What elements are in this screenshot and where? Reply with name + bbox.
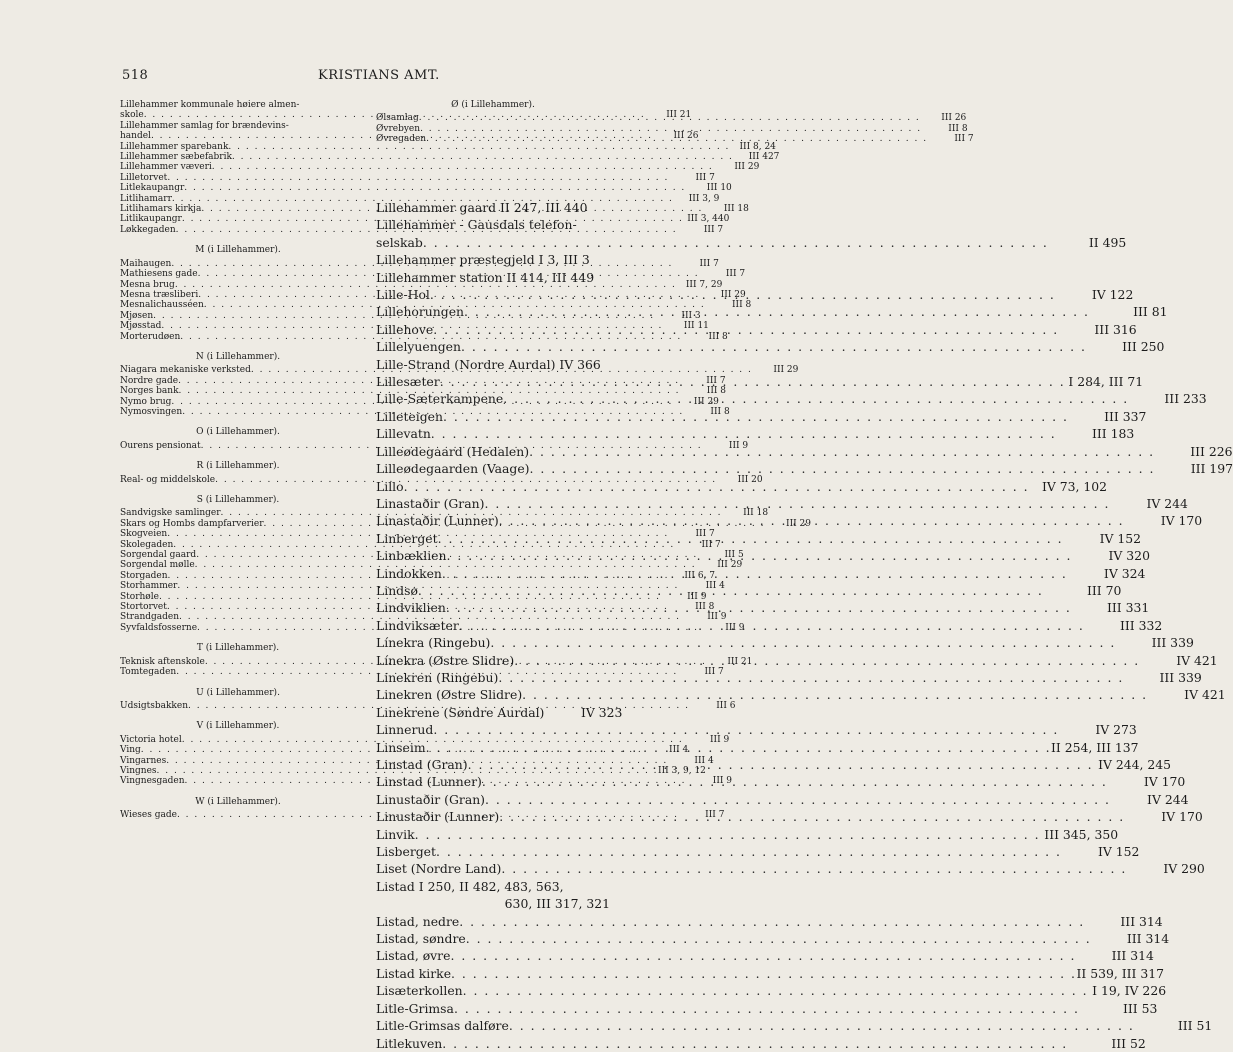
entry-reference: III 26 (941, 113, 967, 124)
entry-name: Lille-Hol (376, 287, 430, 303)
leader-dots (423, 234, 1048, 251)
entry-reference: II 539, III 317 (1076, 965, 1165, 981)
entry-name: Lindsø (376, 582, 418, 598)
leader-dots (415, 826, 1040, 843)
entry-name: Litlihamars kirkja (120, 204, 202, 215)
entry-name: Skogveien (120, 529, 168, 540)
index-entry (120, 365, 799, 376)
leader-dots (419, 113, 921, 123)
section-heading: Ø (i Lillehammer). (451, 100, 535, 110)
index-entry (120, 560, 743, 571)
index-entry (120, 474, 763, 485)
index-entry (376, 123, 968, 134)
entry-name: Liset (Nordre Land) (376, 861, 502, 877)
leader-dots (442, 1035, 1067, 1052)
entry-reference: IV 273 (1095, 722, 1137, 738)
entry-reference: III 316 (1094, 321, 1137, 337)
entry-name: Nymosvingen (120, 406, 183, 417)
leader-dots (184, 183, 686, 193)
leader-dots (529, 440, 1154, 460)
entry-name: Stortorvet (120, 602, 167, 613)
entry-reference: III 183 (1091, 426, 1135, 442)
index-entry (120, 141, 776, 152)
leader-dots (450, 947, 1075, 964)
entry-reference: III 7 (704, 667, 724, 678)
entry-reference: IV 244 (1147, 791, 1189, 807)
leader-dots (514, 652, 1139, 669)
entry-name: Syvfaldsfosserne (120, 622, 198, 633)
index-entry (376, 930, 1170, 947)
entry-reference: III 52 (1111, 1035, 1146, 1051)
entry-name: Linvik (376, 826, 415, 842)
entry-reference: IV 152 (1098, 844, 1140, 860)
entry-reference: III 7 (699, 258, 719, 269)
index-entry (120, 734, 730, 745)
entry-line: Lillehammer samlag for brændevins- (120, 120, 289, 131)
entry-name: Nordre gade (120, 375, 179, 386)
entry-name: Litle-Grimsas dalføre (376, 1018, 509, 1034)
entry-reference: III 4 (669, 745, 689, 756)
entry-name: Wieses gade (120, 810, 177, 821)
entry-reference: III 8 (948, 123, 968, 134)
entry-reference: III 314 (1111, 948, 1154, 964)
entry-reference: III 3, 440 (687, 214, 730, 225)
leader-dots (485, 791, 1110, 808)
entry-name: Lillo (376, 478, 404, 494)
index-entry (376, 634, 1194, 651)
leader-dots (426, 739, 1051, 756)
index-entry (376, 234, 1127, 251)
entry-name: Lillehove (376, 321, 434, 337)
entry-name: Linastaðir (Gran) (376, 495, 485, 511)
leader-dots (459, 617, 1084, 634)
entry-name: Litlikaupangr (120, 214, 182, 225)
entry-reference: III 7 (695, 172, 715, 183)
index-entry (376, 913, 1163, 930)
leader-dots (522, 686, 1147, 703)
index-entry (120, 386, 727, 397)
index-entry: Lillehammer gaard II 247, III 440 (376, 200, 588, 215)
leader-dots (501, 860, 1126, 877)
leader-dots (466, 930, 1091, 947)
index-entry (120, 279, 723, 290)
entry-reference: III 29 (720, 289, 746, 300)
leader-dots (484, 495, 1109, 512)
leader-dots (436, 843, 1061, 860)
entry-reference: III 7 (954, 134, 974, 145)
entry-reference: III 18 (723, 204, 749, 215)
entry-reference: IV 73, 102 (1041, 478, 1108, 494)
index-entry (120, 539, 721, 550)
entry-name: Lindviksæter (376, 617, 459, 633)
leader-dots (404, 478, 1029, 495)
entry-name: Mesna træsliberi (120, 289, 199, 300)
index-entry (376, 1035, 1146, 1052)
entry-name: Sorgendal mølle (120, 560, 195, 571)
entry-reference: III 6 (716, 700, 736, 711)
entry-reference: III 20 (737, 474, 763, 485)
entry-reference: III 29 (786, 518, 811, 529)
entry-name: Løkkegaden (120, 224, 176, 235)
entry-name: Linustaðir (Lunner) (376, 809, 500, 825)
entry-reference: III 3 (681, 310, 701, 321)
entry-name: Linbæklien (376, 548, 447, 564)
entry-name: Mjøsen (120, 310, 154, 321)
index-entry (376, 843, 1140, 860)
entry-line: Listad I 250, II 482, 483, 563, (376, 878, 564, 894)
entry-name: Sandvigske samlinger (120, 508, 221, 519)
index-entry (120, 591, 707, 602)
entry-reference: III 29 (734, 162, 760, 173)
entry-reference: IV 244, 245 (1098, 757, 1172, 772)
entry-reference: III 4 (694, 755, 714, 766)
index-entry (120, 183, 732, 194)
leader-dots (212, 162, 714, 172)
entry-reference: III 81 (1133, 304, 1168, 320)
entry-reference: IV 324 (1103, 565, 1146, 581)
entry-reference: III 5 (724, 550, 744, 561)
leader-dots (167, 173, 669, 183)
entry-name: Norges bank (120, 386, 179, 397)
entry-reference: III 8 (706, 386, 727, 397)
entry-reference: III 51 (1177, 1018, 1213, 1034)
entry-reference: I 284, III 71 (1068, 374, 1144, 390)
entry-name: Strandgaden (120, 612, 180, 623)
entry-name: Linustaðir (Gran) (376, 791, 486, 807)
leader-dots (463, 982, 1088, 999)
index-entry: Lille-Strand (Nordre Aurdal) IV 366 (376, 356, 601, 372)
entry-reference: IV 170 (1161, 809, 1203, 825)
entry-name: Udsigtsbakken (120, 700, 188, 711)
index-entry: Lillehammer præstegjeld I 3, III 3 (376, 252, 590, 268)
section-heading: S (i Lillehammer). (196, 495, 280, 505)
entry-name: skole (120, 110, 144, 121)
leader-dots (430, 286, 1055, 303)
index-entry (120, 612, 727, 623)
entry-reference: III 9 (687, 591, 707, 602)
entry-name: Lillelyuengen (376, 339, 461, 355)
entry-name: Listad, nedre (376, 913, 460, 929)
page-title: KRISTIANS AMT. (318, 68, 440, 83)
index-entry (376, 338, 1165, 355)
entry-reference: IV 170 (1160, 513, 1203, 529)
section-heading: O (i Lillehammer). (196, 427, 280, 438)
index-entry (376, 460, 1233, 477)
entry-name: Lilleødegaard (Hedalen) (376, 443, 530, 459)
section-heading: T (i Lillehammer). (196, 643, 280, 654)
entry-reference: III 331 (1106, 600, 1150, 616)
index-entry (120, 331, 728, 342)
entry-reference: III 70 (1086, 582, 1122, 598)
leader-dots (490, 634, 1115, 651)
entry-name: Vingnes (120, 765, 157, 776)
entry-reference: IV 170 (1143, 774, 1186, 790)
leader-dots (509, 1017, 1134, 1034)
entry-reference: III 7, 29 (685, 279, 723, 290)
entry-name: Vingnesgaden (120, 776, 185, 787)
entry-name: Linekren (Ringebu) (376, 669, 499, 685)
entry-continuation: 630, III 317, 321 (504, 896, 610, 912)
entry-reference: III 337 (1104, 408, 1147, 424)
entry-name: Maihaugen (120, 258, 172, 269)
entry-name: Morterudøen (120, 331, 181, 342)
index-entry (376, 425, 1135, 442)
entry-reference: III 9 (709, 734, 730, 745)
entry-name: Øvrebyen (376, 123, 421, 134)
section-heading: W (i Lillehammer). (195, 796, 281, 807)
leader-dots (447, 547, 1072, 564)
entry-reference: III 10 (706, 183, 732, 194)
entry-name: Ving (120, 745, 141, 756)
entry-reference: IV 421 (1184, 687, 1226, 703)
index-entry (376, 704, 623, 721)
leader-dots (454, 1000, 1079, 1017)
entry-reference: III 233 (1164, 391, 1207, 407)
index-entry (120, 765, 706, 776)
entry-reference: I 19, IV 226 (1092, 983, 1167, 999)
leader-dots (451, 965, 1076, 982)
entry-reference: III 332 (1120, 617, 1163, 633)
entry-name: Skars og Hombs dampfarverier (120, 518, 264, 529)
entry-reference: III 314 (1126, 931, 1170, 947)
entry-name: Lillehorungen (376, 304, 465, 320)
entry-reference: III 9 (707, 612, 727, 623)
leader-dots (498, 669, 1123, 686)
index-entry: Lillehammer station II 414, III 449 (376, 269, 595, 285)
entry-reference: III 7 (705, 810, 725, 821)
entry-reference: III 314 (1120, 913, 1163, 929)
index-entry (120, 508, 769, 519)
entry-reference: III 339 (1159, 669, 1202, 685)
entry-reference: III 29 (773, 365, 799, 376)
index-entry (376, 1000, 1158, 1017)
entry-name: Storhøle (120, 591, 159, 602)
entry-name: Lindokken (376, 565, 442, 581)
leader-dots (433, 721, 1058, 738)
index-entry (120, 300, 752, 311)
leader-dots (530, 460, 1155, 477)
index-entry (120, 172, 715, 183)
index-entry (376, 860, 1205, 877)
leader-dots (446, 599, 1071, 616)
entry-name: Vingarnes (120, 755, 167, 766)
entry-reference: III 26 (673, 131, 699, 142)
entry-line: Lillehammer - Gausdals telefon- (376, 217, 577, 233)
entry-name: Ourens pensionat (120, 440, 201, 451)
leader-dots (443, 408, 1068, 425)
entry-reference: III 8 (710, 406, 730, 417)
index-entry (376, 1017, 1213, 1034)
leader-dots (468, 756, 1093, 773)
entry-name: Lindviklien (376, 600, 446, 616)
index-entry (376, 721, 1137, 738)
entry-name: Lilleteigen (376, 408, 443, 424)
entry-name: Línekra (Østre Slidre) (376, 652, 515, 668)
entry-name: Nymo brug (120, 396, 172, 407)
index-entry (120, 162, 760, 173)
index-entry (120, 152, 780, 163)
entry-name: Teknisk aftenskole (120, 656, 205, 667)
entry-name: Litlekaupangr (120, 183, 185, 194)
leader-dots (431, 425, 1056, 442)
entry-name: Linnerud (376, 722, 434, 738)
entry-name: Linekren (Østre Slidre) (376, 687, 523, 703)
entry-line: Lillehammer kommunale høiere almen- (120, 100, 300, 110)
entry-name: Listad kirke (376, 965, 452, 981)
entry-name: Linekrene (Søndre Aurdal) (376, 704, 545, 720)
entry-reference: III 4 (705, 581, 725, 592)
entry-reference: III 197 (1190, 461, 1233, 477)
entry-reference: III 3, 9, 12 (658, 765, 706, 776)
index-entry (376, 965, 1165, 982)
entry-name: Ølsamlag (376, 113, 419, 124)
entry-name: Lisæterkollen (376, 983, 463, 999)
entry-name: Lilletorvet (120, 172, 168, 183)
entry-name: Litlekuven (376, 1035, 443, 1051)
leader-dots (503, 390, 1128, 407)
index-entry (376, 686, 1226, 703)
entry-reference: III 3, 9 (688, 193, 720, 204)
page-number: 518 (122, 68, 149, 83)
entry-reference: III 7 (695, 529, 715, 540)
entry-reference: III 29 (693, 396, 719, 407)
entry-reference: III 21 (727, 656, 753, 667)
leader-dots (440, 373, 1065, 390)
entry-name: Lillehammer sparebank (120, 141, 229, 152)
leader-dots (232, 152, 734, 162)
entry-reference: III 7 (701, 539, 721, 550)
leader-dots (499, 808, 1124, 825)
entry-reference: III 53 (1123, 1000, 1158, 1016)
entry-reference: III 29 (717, 560, 743, 571)
index-entry (376, 373, 1144, 390)
entry-reference: IV 244 (1146, 495, 1188, 511)
entry-reference: III 339 (1151, 635, 1194, 651)
leader-dots (418, 582, 1043, 599)
entry-reference: III 9 (728, 440, 749, 451)
leader-dots (461, 338, 1086, 355)
entry-name: Lille-Sæterkampene (376, 391, 504, 407)
index-entry (120, 700, 736, 711)
entry-name: Tomtegaden (120, 667, 177, 678)
entry-name: Real- og middelskole (120, 474, 216, 485)
leader-dots (499, 512, 1124, 529)
entry-reference: III 9 (725, 622, 745, 633)
entry-name: Niagara mekaniske verksted (120, 365, 251, 376)
entry-name: Victoria hotel (120, 734, 182, 745)
entry-reference: IV 152 (1099, 530, 1142, 546)
entry-name: Skolegaden (120, 539, 174, 550)
entry-name: Lillehammer sæbefabrik (120, 152, 232, 163)
entry-reference: III 6, 7 (684, 570, 716, 581)
entry-name: Linseim (376, 739, 426, 755)
index-entry (120, 193, 720, 204)
entry-reference: III 21 (666, 110, 692, 121)
entry-reference: II 254, III 137 (1051, 739, 1139, 755)
entry-name: Listad, søndre (376, 931, 466, 947)
entry-name: Linberget (376, 530, 438, 546)
entry-name: Øvregaden (376, 134, 427, 145)
section-heading: N (i Lillehammer). (195, 351, 281, 362)
entry-reference: III 226 (1190, 443, 1233, 459)
entry-name: Linstad (Lunner) (376, 774, 482, 790)
entry-reference: III 9 (712, 776, 733, 787)
index-entry (376, 495, 1188, 512)
entry-name: Lilleødegaarden (Vaage) (376, 461, 530, 477)
leader-dots (464, 303, 1089, 320)
entry-reference: III 8, 24 (739, 141, 776, 152)
entry-name: Listad, øvre (376, 948, 451, 964)
section-heading: U (i Lillehammer). (196, 687, 280, 698)
entry-name: Storgaden (120, 570, 168, 581)
entry-name: Mesnalichausséen (120, 300, 204, 311)
entry-name: Linastaðir (Lunner) (376, 513, 499, 529)
entry-reference: II 495 (1088, 234, 1127, 250)
entry-reference: III 345, 350 (1044, 826, 1119, 842)
leader-dots (442, 565, 1067, 582)
leader-dots (426, 134, 928, 144)
entry-reference: IV 320 (1108, 548, 1150, 564)
entry-reference: IV 290 (1163, 861, 1205, 877)
entry-reference: III 8 (708, 331, 728, 342)
entry-name: Lillesæter (376, 374, 440, 390)
entry-reference: IV 323 (580, 704, 623, 720)
entry-name: selskab (376, 234, 423, 250)
entry-reference: III 8 (732, 300, 752, 311)
entry-name: Storhammer (120, 581, 178, 592)
leader-dots (420, 124, 922, 134)
section-heading: V (i Lillehammer). (196, 721, 280, 732)
entry-reference: III 7 (706, 375, 726, 386)
entry-name: handel (120, 131, 151, 142)
entry-reference: III 18 (743, 508, 769, 519)
section-heading: M (i Lillehammer). (195, 245, 281, 256)
leader-dots (459, 913, 1084, 930)
entry-name: Mathiesens gade (120, 269, 198, 280)
entry-name: Linstad (Gran) (376, 757, 468, 772)
entry-name: Litlihamarr (120, 193, 172, 204)
entry-reference: III 8 (695, 602, 715, 613)
leader-dots (438, 530, 1063, 547)
entry-name: Litle-Grimsa (376, 1000, 454, 1016)
entry-name: Lillehammer væveri (120, 162, 212, 173)
entry-name: Lillevatn (376, 426, 431, 442)
entry-name: Lisberget (376, 844, 436, 860)
entry-name: Línekra (Ringebu) (376, 635, 491, 651)
entry-reference: III 250 (1122, 339, 1165, 355)
entry-reference: III 7 (725, 269, 746, 280)
index-entry (376, 982, 1167, 999)
entry-reference: III 7 (703, 224, 724, 235)
entry-name: Mesna brug (120, 279, 175, 290)
index-entry (376, 791, 1189, 808)
entry-reference: III 427 (748, 152, 780, 163)
index-entry (376, 947, 1154, 964)
entry-name: Mjøsstad (120, 321, 162, 332)
leader-dots (482, 773, 1107, 790)
entry-reference: IV 421 (1176, 652, 1218, 668)
entry-reference: IV 122 (1091, 287, 1134, 303)
section-heading: R (i Lillehammer). (196, 461, 280, 472)
entry-name: Sorgendal gaard (120, 550, 197, 561)
index-entry (376, 826, 1119, 843)
entry-reference: III 11 (683, 321, 709, 332)
leader-dots (433, 321, 1058, 338)
